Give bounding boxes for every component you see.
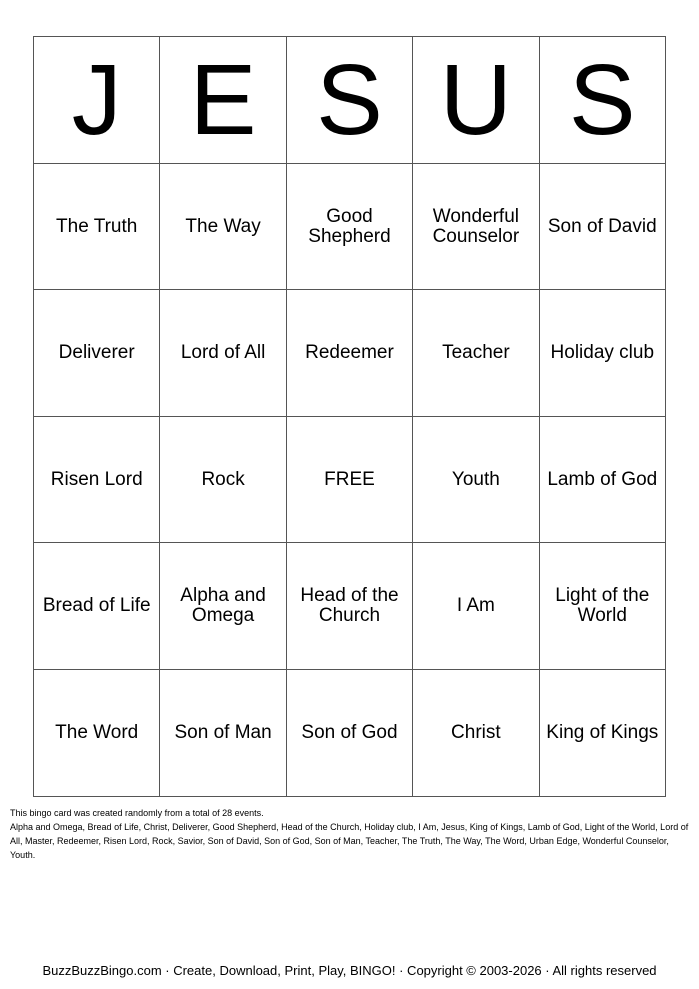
- bingo-cell: King of Kings: [539, 670, 665, 797]
- site-footer: BuzzBuzzBingo.com · Create, Download, Print, Play, BINGO! · Copyright © 2003-2026 · All rights reserved: [42, 963, 657, 978]
- header-letter-e: E: [160, 37, 286, 164]
- bingo-header-row: [34, 37, 666, 164]
- bingo-cell: Holiday club: [539, 290, 665, 417]
- bingo-cell: Lord of All: [160, 290, 286, 417]
- bingo-cell: The Word: [34, 670, 160, 797]
- bingo-cell: Teacher: [413, 290, 539, 417]
- header-letter-j: J: [34, 37, 160, 164]
- bingo-cell: Son of David: [539, 164, 665, 290]
- bingo-cell: Head of the Church: [286, 543, 412, 670]
- bingo-cell: Wonderful Counselor: [413, 164, 539, 290]
- bingo-cell: Christ: [413, 670, 539, 797]
- bingo-cell: Alpha and Omega: [160, 543, 286, 670]
- bingo-card: [33, 36, 666, 797]
- header-letter-u: U: [413, 37, 539, 164]
- bingo-cell: Risen Lord: [34, 417, 160, 543]
- bingo-cell: Deliverer: [34, 290, 160, 417]
- note-event-list: Alpha and Omega, Bread of Life, Christ, Deliverer, Good Shepherd, Head of the Church, Holiday club, I Am, Jesus, King of Kings, Lamb of God, Light of the World, Lord of All, Master, Redeemer, Risen Lord, Rock, Savior, Son of David, Son of God, Son of Man, Teacher, The Truth, The Way, The Word, Urban Edge, Wonderful Counselor, Youth.: [10, 822, 689, 860]
- header-letter-s2: S: [539, 37, 665, 164]
- bingo-row-5: [34, 670, 666, 797]
- bingo-cell: The Way: [160, 164, 286, 290]
- bingo-cell: Good Shepherd: [286, 164, 412, 290]
- bingo-cell: Son of God: [286, 670, 412, 797]
- bingo-row-3: [34, 417, 666, 543]
- bingo-row-1: [34, 164, 666, 290]
- bingo-cell: Light of the World: [539, 543, 665, 670]
- bingo-cell: Bread of Life: [34, 543, 160, 670]
- note-intro: This bingo card was created randomly from a total of 28 events.: [10, 808, 264, 818]
- bingo-cell: The Truth: [34, 164, 160, 290]
- bingo-cell: Lamb of God: [539, 417, 665, 543]
- free-cell: FREE: [286, 417, 412, 543]
- bingo-row-4: [34, 543, 666, 670]
- bingo-cell: Redeemer: [286, 290, 412, 417]
- header-letter-s: S: [286, 37, 412, 164]
- bingo-cell: Son of Man: [160, 670, 286, 797]
- bingo-cell: I Am: [413, 543, 539, 670]
- bingo-cell: Youth: [413, 417, 539, 543]
- bingo-row-2: [34, 290, 666, 417]
- card-generation-note: [10, 806, 690, 862]
- bingo-cell: Rock: [160, 417, 286, 543]
